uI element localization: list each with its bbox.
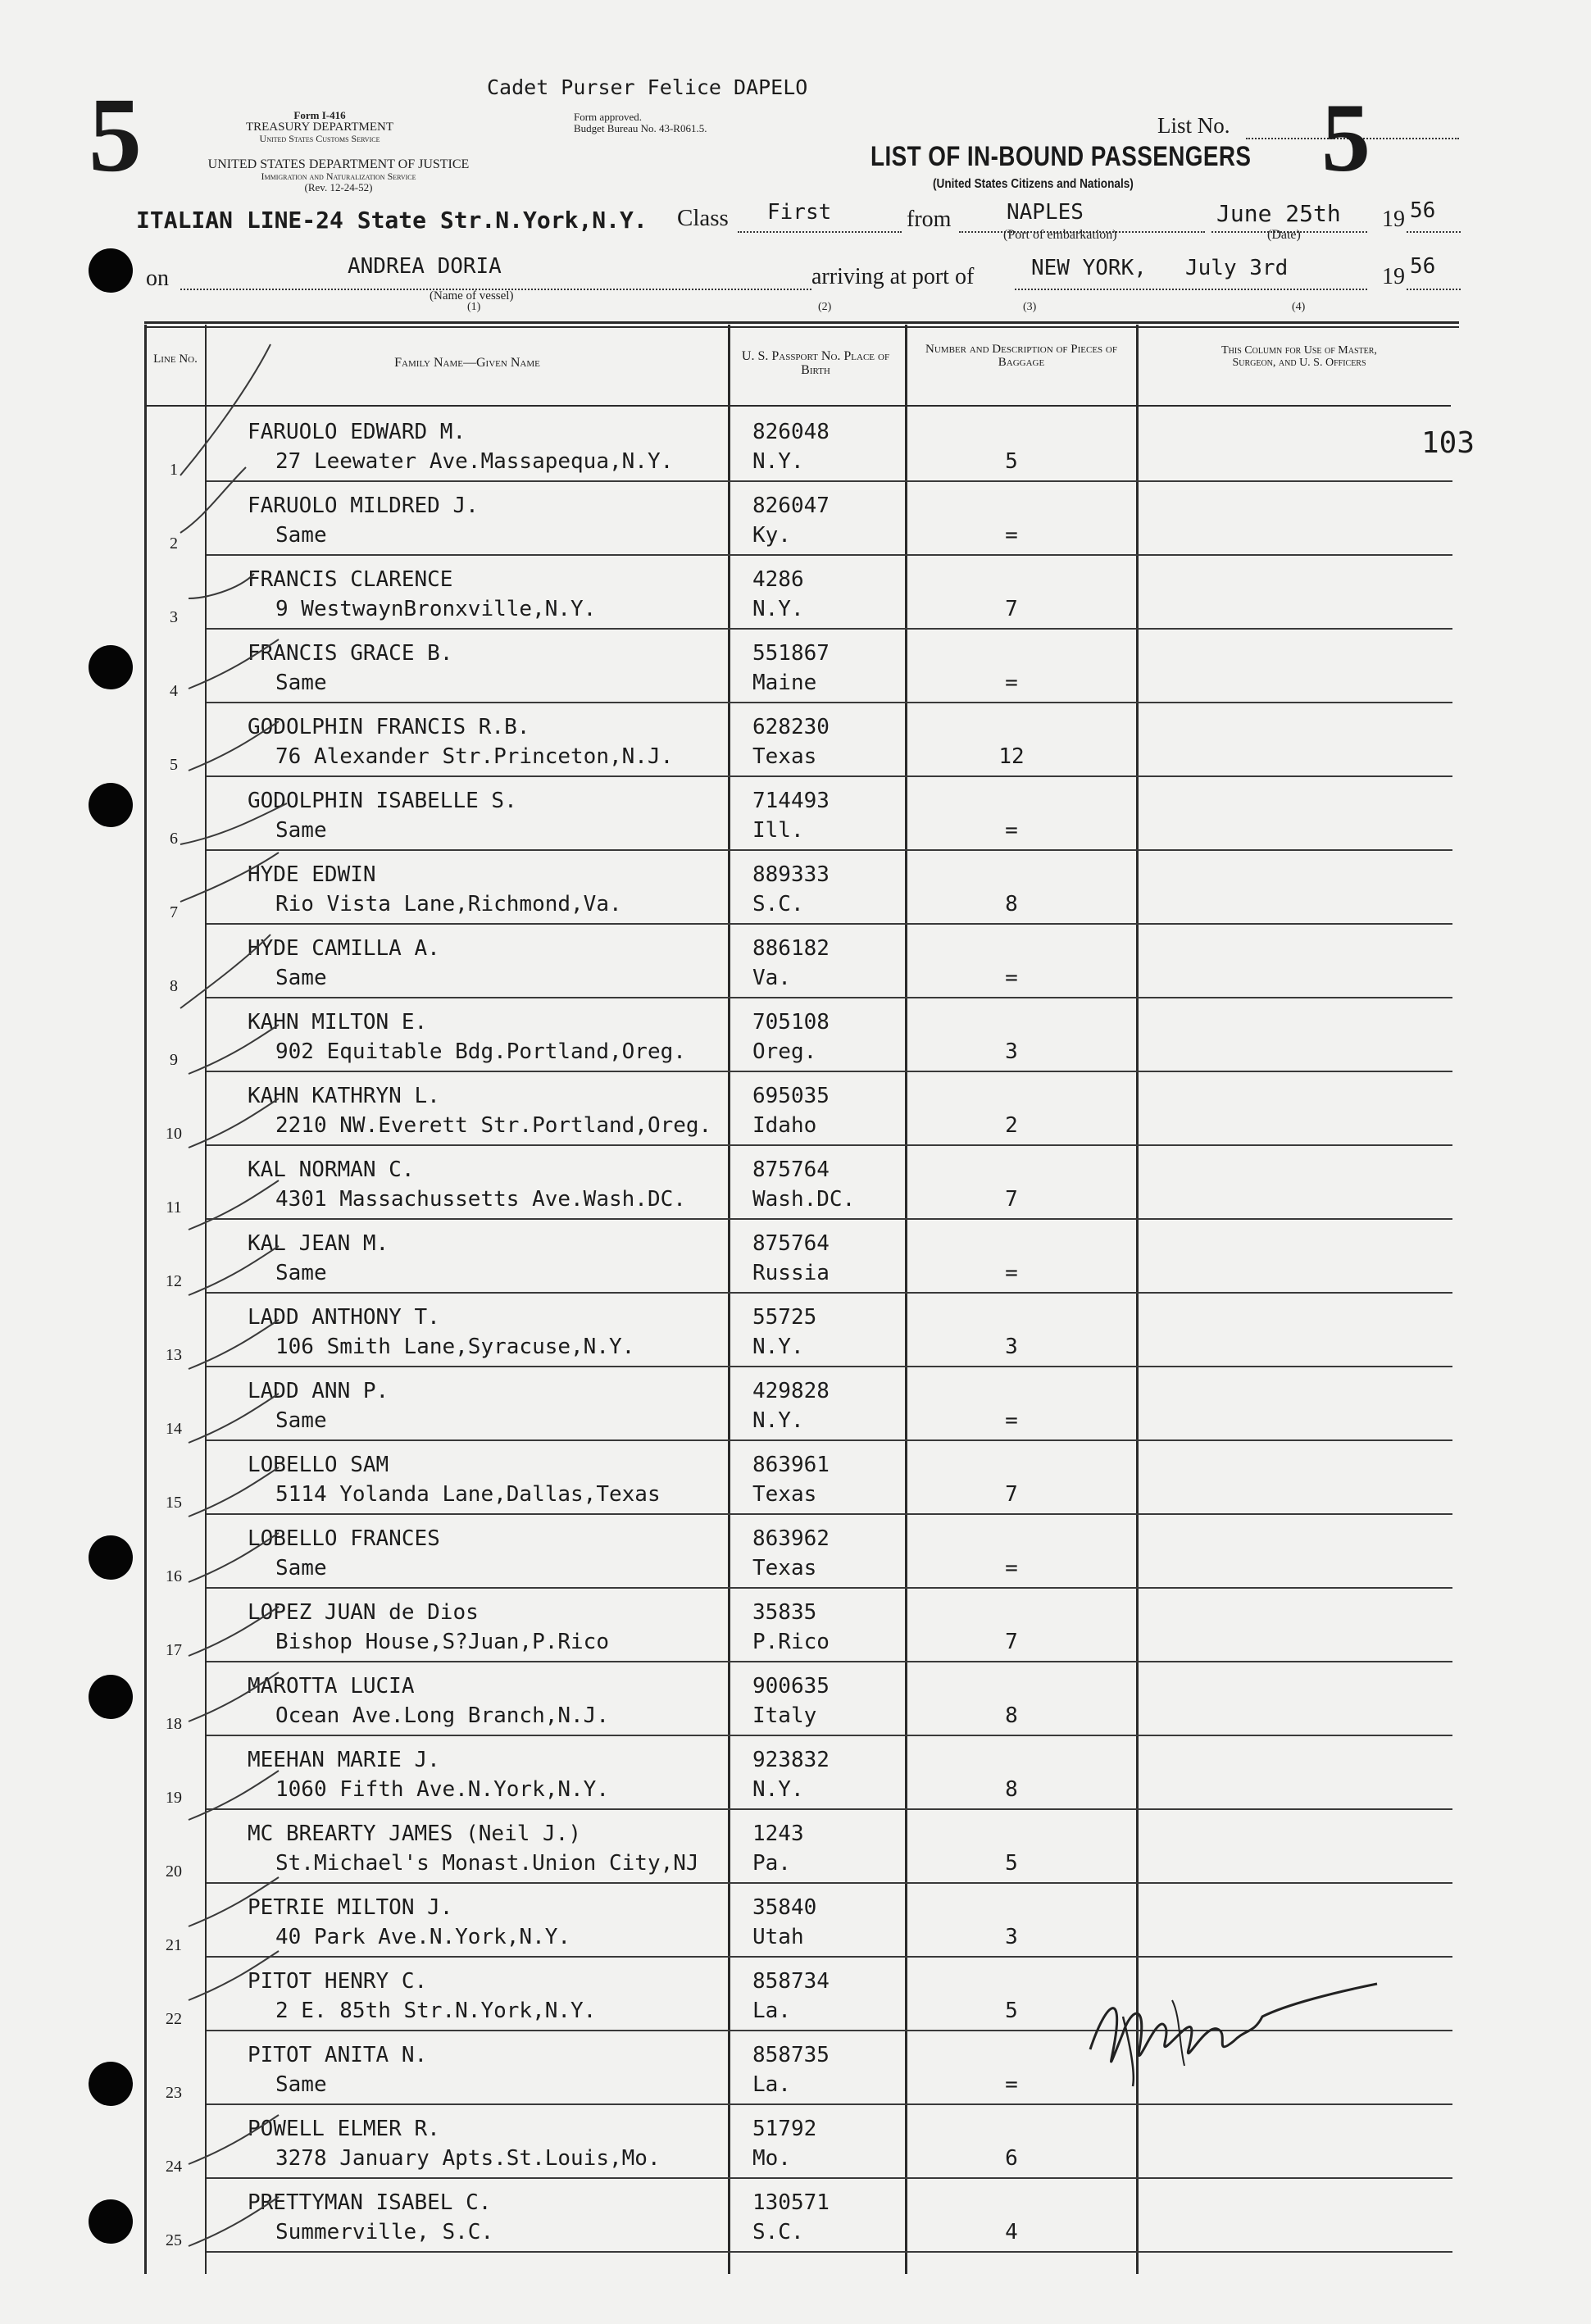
line-number: 19 — [166, 1789, 182, 1807]
baggage-count: 4 — [1005, 2220, 1018, 2244]
line-number: 17 — [166, 1641, 182, 1659]
passenger-name: KAL JEAN M. — [248, 1231, 389, 1256]
passenger-name: PETRIE MILTON J. — [248, 1895, 453, 1920]
passport-number: 863962 — [752, 1526, 830, 1551]
baggage-count: = — [1005, 2072, 1018, 2097]
baggage-count: 5 — [1005, 449, 1018, 474]
passenger-name: MEEHAN MARIE J. — [248, 1748, 440, 1772]
passport-number: 875764 — [752, 1231, 830, 1256]
arrival-port: NEW YORK, — [1031, 256, 1147, 280]
passenger-name: HYDE EDWIN — [248, 862, 376, 887]
baggage-count: = — [1005, 966, 1018, 990]
baggage-count: 7 — [1005, 1187, 1018, 1212]
passenger-name: MAROTTA LUCIA — [248, 1674, 415, 1699]
passenger-name: LADD ANN P. — [248, 1379, 389, 1403]
passport-number: 429828 — [752, 1379, 830, 1403]
line-number: 2 — [170, 534, 178, 553]
class-value: First — [767, 200, 832, 225]
passenger-name: FARUOLO MILDRED J. — [248, 493, 479, 518]
passenger-name: FARUOLO EDWARD M. — [248, 420, 466, 444]
place-of-birth: Russia — [752, 1261, 830, 1285]
vessel-caption: (Name of vessel) — [430, 289, 514, 302]
line-number: 14 — [166, 1420, 182, 1438]
passport-number: 858734 — [752, 1969, 830, 1994]
line-number: 12 — [166, 1272, 182, 1290]
passenger-name: GODOLPHIN ISABELLE S. — [248, 789, 517, 813]
passenger-address: 3278 January Apts.St.Louis,Mo. — [275, 2146, 661, 2171]
year-underline-2 — [1407, 289, 1461, 290]
baggage-count: 8 — [1005, 1703, 1018, 1728]
baggage-count: 6 — [1005, 2146, 1018, 2171]
col-header-baggage: Number and Description of Pieces of Baggage — [925, 343, 1117, 369]
place-of-birth: Texas — [752, 1482, 817, 1507]
place-of-birth: Pa. — [752, 1851, 791, 1876]
line-company: ITALIAN LINE-24 State Str.N.York,N.Y. — [136, 207, 648, 234]
col-num-3: (3) — [1023, 301, 1037, 313]
passport-number: 858735 — [752, 2043, 830, 2067]
passenger-name: MC BREARTY JAMES (Neil J.) — [248, 1821, 581, 1846]
line-number: 5 — [170, 756, 178, 774]
passport-number: 923832 — [752, 1748, 830, 1772]
col-header-name: Family Name—Given Name — [394, 356, 540, 370]
line-number: 1 — [170, 461, 178, 479]
date-caption: (Date) — [1267, 228, 1301, 242]
baggage-count: = — [1005, 1408, 1018, 1433]
embark-port: NAPLES — [1007, 200, 1084, 225]
passport-number: 51792 — [752, 2117, 817, 2141]
row-divider — [207, 2251, 1452, 2253]
punch-hole — [89, 248, 133, 293]
year-underline-1 — [1407, 231, 1461, 233]
passenger-address: Same — [275, 966, 327, 990]
passport-number: 55725 — [752, 1305, 817, 1330]
place-of-birth: S.C. — [752, 892, 804, 916]
passenger-name: HYDE CAMILLA A. — [248, 936, 440, 961]
baggage-count: 7 — [1005, 1630, 1018, 1654]
baggage-count: 12 — [998, 744, 1025, 769]
place-of-birth: P.Rico — [752, 1630, 830, 1654]
passenger-address: 4301 Massachussetts Ave.Wash.DC. — [275, 1187, 686, 1212]
passenger-name: LADD ANTHONY T. — [248, 1305, 440, 1330]
purser-name: Cadet Purser Felice DAPELO — [487, 75, 808, 99]
passenger-address: 2 E. 85th Str.N.York,N.Y. — [275, 1999, 597, 2023]
passenger-name: KAL NORMAN C. — [248, 1157, 415, 1182]
year-prefix-2: 19 — [1382, 264, 1405, 289]
place-of-birth: Italy — [752, 1703, 817, 1728]
on-label: on — [146, 266, 169, 291]
passenger-address: 76 Alexander Str.Princeton,N.J. — [275, 744, 674, 769]
passport-number: 875764 — [752, 1157, 830, 1182]
place-of-birth: La. — [752, 2072, 791, 2097]
col-num-1: (1) — [467, 301, 481, 313]
page-stamp: 103 — [1421, 426, 1475, 460]
passport-number: 35840 — [752, 1895, 817, 1920]
passport-number: 4286 — [752, 567, 804, 592]
line-number: 9 — [170, 1051, 178, 1069]
passport-number: 886182 — [752, 936, 830, 961]
place-of-birth: Mo. — [752, 2146, 791, 2171]
place-of-birth: Utah — [752, 1925, 804, 1949]
line-number: 23 — [166, 2084, 182, 2102]
passenger-name: GODOLPHIN FRANCIS R.B. — [248, 715, 530, 739]
col-header-passport: U. S. Passport No. Place of Birth — [741, 349, 890, 377]
baggage-count: 7 — [1005, 597, 1018, 621]
arrival-underline — [1015, 289, 1367, 290]
passport-number: 826047 — [752, 493, 830, 518]
passport-number: 551867 — [752, 641, 830, 666]
col-header-officers: This Column for Use of Master, Surgeon, and U. S. Officers — [1221, 344, 1377, 369]
passenger-address: 5114 Yolanda Lane,Dallas,Texas — [275, 1482, 661, 1507]
place-of-birth: N.Y. — [752, 1408, 804, 1433]
justice-block — [146, 159, 531, 193]
baggage-count: 3 — [1005, 1335, 1018, 1359]
passenger-address: Same — [275, 1556, 327, 1580]
line-number: 6 — [170, 830, 178, 848]
baggage-count: 3 — [1005, 1039, 1018, 1064]
arriving-label: arriving at port of — [811, 264, 975, 289]
passenger-address: Same — [275, 671, 327, 695]
baggage-count: 8 — [1005, 1777, 1018, 1802]
line-number: 18 — [166, 1715, 182, 1733]
list-no-label: List No. — [1157, 113, 1230, 138]
table-top-border — [144, 321, 1459, 324]
passenger-address: Same — [275, 523, 327, 548]
form-block — [205, 110, 434, 144]
passenger-address: 2210 NW.Everett Str.Portland,Oreg. — [275, 1113, 712, 1138]
class-underline — [738, 231, 902, 233]
passenger-name: FRANCIS CLARENCE — [248, 567, 453, 592]
form-number: Form I-416 — [293, 109, 346, 121]
place-of-birth: Wash.DC. — [752, 1187, 856, 1212]
line-number: 7 — [170, 903, 178, 921]
approval-block — [574, 111, 707, 134]
passenger-address: Same — [275, 1261, 327, 1285]
place-of-birth: S.C. — [752, 2220, 804, 2244]
passport-number: 826048 — [752, 420, 830, 444]
baggage-count: = — [1005, 818, 1018, 843]
arrival-date: July 3rd — [1185, 256, 1289, 280]
place-of-birth: Idaho — [752, 1113, 817, 1138]
passenger-name: POWELL ELMER R. — [248, 2117, 440, 2141]
line-number: 8 — [170, 977, 178, 995]
passenger-address: Rio Vista Lane,Richmond,Va. — [275, 892, 622, 916]
place-of-birth: Ky. — [752, 523, 791, 548]
passport-number: 628230 — [752, 715, 830, 739]
col-header-line-no: Line No. — [153, 352, 198, 366]
passenger-address: Summerville, S.C. — [275, 2220, 494, 2244]
passenger-name: KAHN KATHRYN L. — [248, 1084, 440, 1108]
baggage-count: 2 — [1005, 1113, 1018, 1138]
year-value-1: 56 — [1410, 198, 1436, 223]
place-of-birth: Ill. — [752, 818, 804, 843]
passenger-name: PITOT ANITA N. — [248, 2043, 428, 2067]
passport-number: 130571 — [752, 2190, 830, 2215]
passport-number: 714493 — [752, 789, 830, 813]
line-number: 11 — [166, 1198, 182, 1217]
place-of-birth: N.Y. — [752, 449, 804, 474]
baggage-count: = — [1005, 1261, 1018, 1285]
baggage-count: 5 — [1005, 1999, 1018, 2023]
passport-number: 900635 — [752, 1674, 830, 1699]
line-number: 22 — [166, 2010, 182, 2028]
ins-service: Immigration and Naturalization Service — [261, 171, 416, 182]
line-number: 15 — [166, 1494, 182, 1512]
place-of-birth: N.Y. — [752, 1335, 804, 1359]
passenger-name: LOBELLO FRANCES — [248, 1526, 440, 1551]
line-number: 21 — [166, 1936, 182, 1954]
baggage-count: 8 — [1005, 892, 1018, 916]
place-of-birth: Maine — [752, 671, 817, 695]
passenger-address: St.Michael's Monast.Union City,NJ — [275, 1851, 699, 1876]
passenger-name: KAHN MILTON E. — [248, 1010, 428, 1035]
check-marks — [115, 328, 361, 2295]
line-number: 16 — [166, 1567, 182, 1585]
passport-number: 705108 — [752, 1010, 830, 1035]
passenger-address: Bishop House,S?Juan,P.Rico — [275, 1630, 609, 1654]
line-number: 10 — [166, 1125, 182, 1143]
passport-number: 1243 — [752, 1821, 804, 1846]
col-num-2: (2) — [818, 301, 832, 313]
passenger-address: Same — [275, 2072, 327, 2097]
place-of-birth: Va. — [752, 966, 791, 990]
passenger-name: PITOT HENRY C. — [248, 1969, 428, 1994]
passenger-address: 9 WestwaynBronxville,N.Y. — [275, 597, 597, 621]
justice-dept: UNITED STATES DEPARTMENT OF JUSTICE — [207, 157, 470, 171]
passenger-name: PRETTYMAN ISABEL C. — [248, 2190, 492, 2215]
line-number: 25 — [166, 2231, 182, 2249]
passport-number: 889333 — [752, 862, 830, 887]
document-title: LIST OF IN-BOUND PASSENGERS — [871, 141, 1252, 172]
passenger-address: Same — [275, 818, 327, 843]
embark-caption: (Port of embarkation) — [1003, 228, 1117, 242]
place-of-birth: Texas — [752, 744, 817, 769]
passenger-address: Same — [275, 1408, 327, 1433]
passenger-name: LOPEZ JUAN de Dios — [248, 1600, 479, 1625]
year-value-2: 56 — [1410, 254, 1436, 279]
line-number: 3 — [170, 608, 178, 626]
list-no-value: 5 — [1321, 83, 1371, 192]
baggage-count: 7 — [1005, 1482, 1018, 1507]
treasury-dept: TREASURY DEPARTMENT — [245, 121, 394, 134]
baggage-count: = — [1005, 671, 1018, 695]
place-of-birth: N.Y. — [752, 597, 804, 621]
passport-number: 863961 — [752, 1453, 830, 1477]
place-of-birth: La. — [752, 1999, 791, 2023]
officer-signature — [1074, 1967, 1385, 2090]
line-number: 4 — [170, 682, 178, 700]
passenger-name: LOBELLO SAM — [248, 1453, 389, 1477]
line-number: 24 — [166, 2158, 182, 2176]
passenger-address: 106 Smith Lane,Syracuse,N.Y. — [275, 1335, 635, 1359]
place-of-birth: Texas — [752, 1556, 817, 1580]
year-prefix-1: 19 — [1382, 207, 1405, 232]
customs-service: United States Customs Service — [259, 133, 380, 144]
passenger-name: FRANCIS GRACE B. — [248, 641, 453, 666]
baggage-count: 5 — [1005, 1851, 1018, 1876]
passport-number: 695035 — [752, 1084, 830, 1108]
passenger-address: 902 Equitable Bdg.Portland,Oreg. — [275, 1039, 686, 1064]
baggage-count: 3 — [1005, 1925, 1018, 1949]
line-number: 20 — [166, 1862, 182, 1881]
passenger-address: 27 Leewater Ave.Massapequa,N.Y. — [275, 449, 674, 474]
corner-list-mark: 5 — [89, 76, 142, 194]
class-label: Class — [677, 205, 729, 231]
passenger-address: 40 Park Ave.N.York,N.Y. — [275, 1925, 571, 1949]
passenger-address: Ocean Ave.Long Branch,N.J. — [275, 1703, 609, 1728]
place-of-birth: Oreg. — [752, 1039, 817, 1064]
form-approved: Form approved. — [574, 111, 643, 123]
line-number: 13 — [166, 1346, 182, 1364]
document-subtitle: (United States Citizens and Nationals) — [933, 177, 1134, 191]
passenger-address: 1060 Fifth Ave.N.York,N.Y. — [275, 1777, 609, 1802]
baggage-count: = — [1005, 523, 1018, 548]
revision: (Rev. 12-24-52) — [304, 181, 373, 193]
budget-bureau: Budget Bureau No. 43-R061.5. — [574, 122, 707, 134]
embark-date: June 25th — [1216, 200, 1341, 227]
from-label: from — [907, 207, 952, 232]
vessel-name: ANDREA DORIA — [348, 254, 502, 279]
passport-number: 35835 — [752, 1600, 817, 1625]
col-num-4: (4) — [1292, 301, 1306, 313]
place-of-birth: N.Y. — [752, 1777, 804, 1802]
baggage-count: = — [1005, 1556, 1018, 1580]
